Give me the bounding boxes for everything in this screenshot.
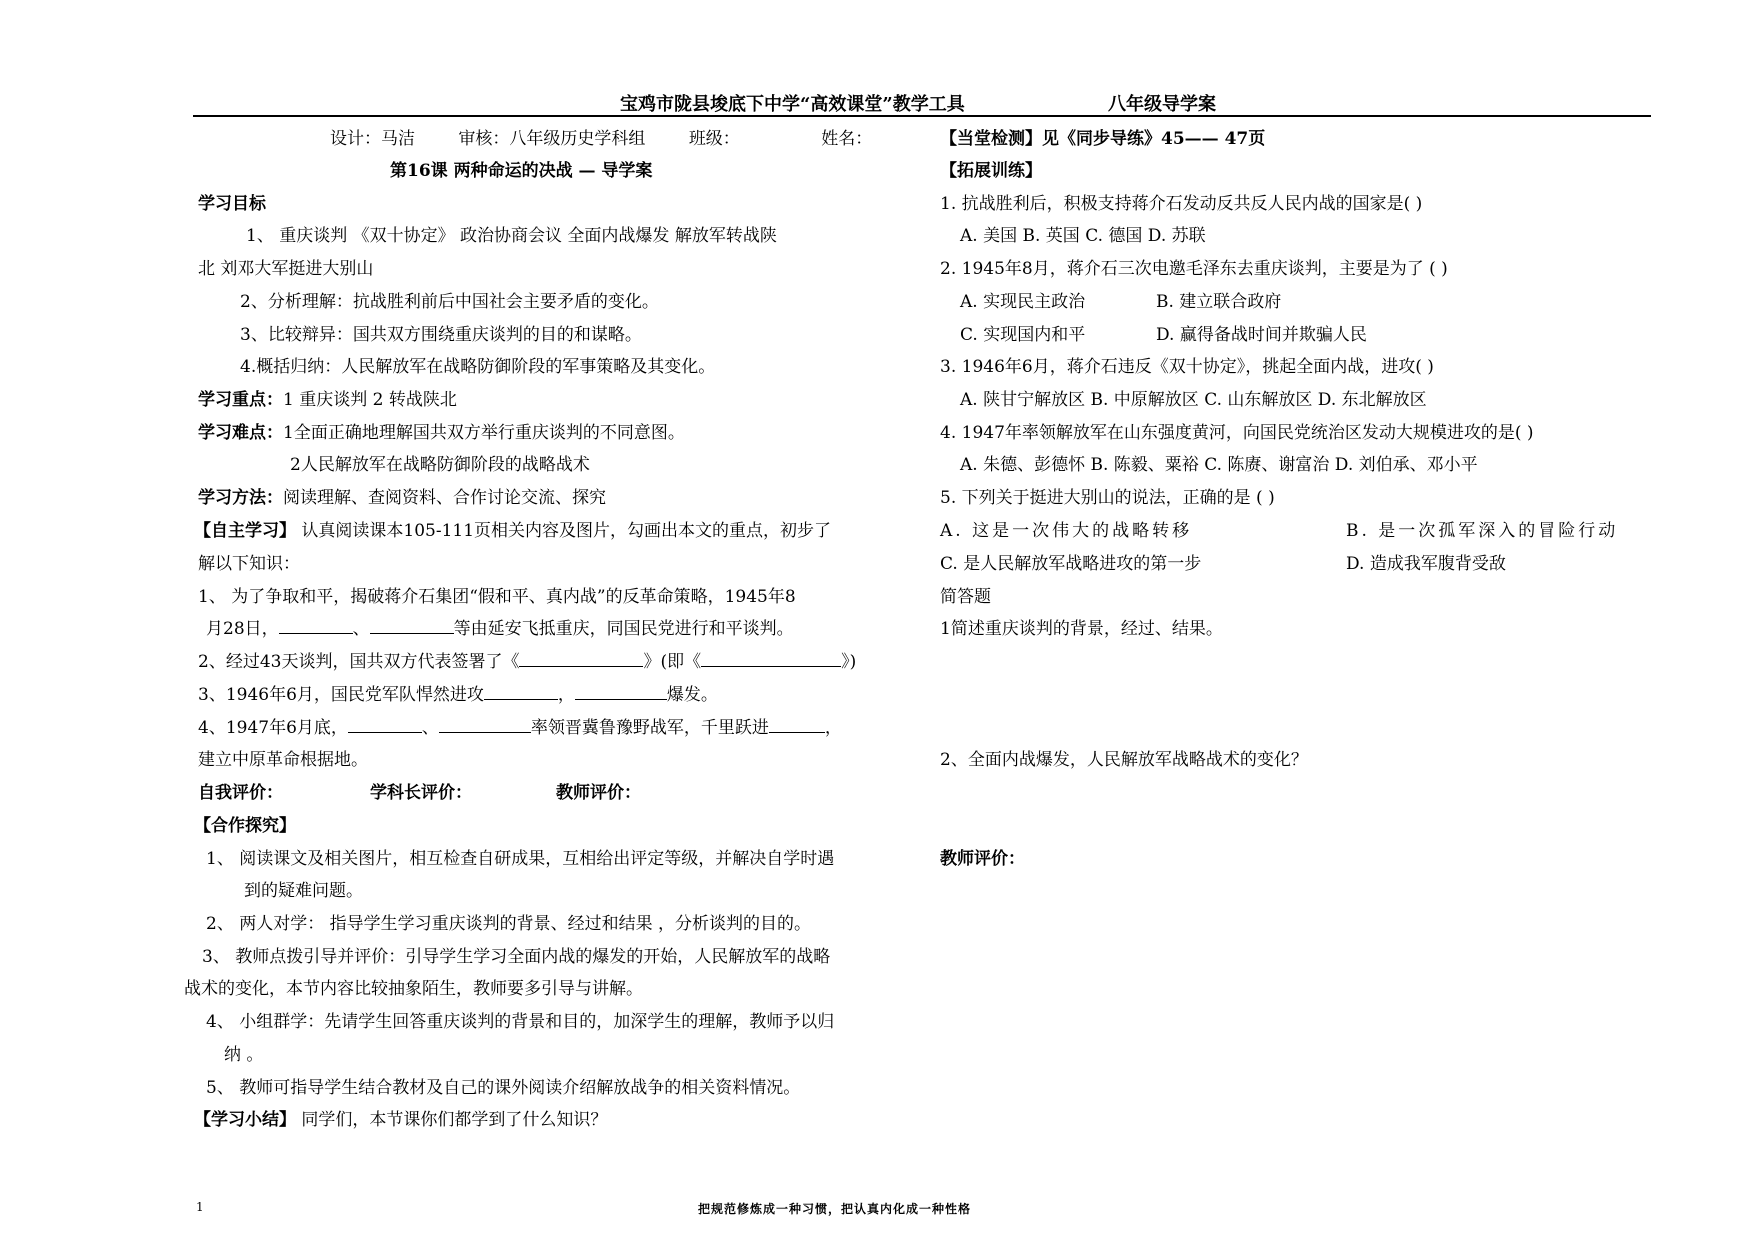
- exercise-5: 5. 下列关于挺进大别山的说法，正确的是 ( ): [940, 488, 1275, 508]
- coop-1-line-2: 到的疑难问题。: [244, 881, 363, 901]
- goal-2: 2、分析理解：抗战胜利前后中国社会主要矛盾的变化。: [240, 292, 659, 312]
- goals-heading: 学习目标: [198, 194, 266, 214]
- exercise-2-option-d: D. 赢得备战时间并欺骗人民: [1156, 325, 1367, 345]
- classroom-check: 【当堂检测】见《同步导练》45—— 47页: [940, 129, 1266, 149]
- exercise-2-option-b: B. 建立联合政府: [1156, 292, 1282, 312]
- coop-heading: 【合作探究】: [194, 816, 296, 836]
- q1-text-a: 月28日，: [206, 619, 279, 639]
- q1-text-b: 、: [352, 619, 370, 639]
- goal-1-line-2: 北 刘邓大军挺进大别山: [198, 259, 374, 279]
- question-4-line-2: 建立中原革命根据地。: [198, 750, 368, 770]
- exercise-4-options: A. 朱德、彭德怀 B. 陈毅、粟裕 C. 陈赓、谢富治 D. 刘伯承、邓小平: [960, 455, 1478, 475]
- q4-blank-2[interactable]: [439, 716, 531, 733]
- study-method: [198, 483, 606, 508]
- coop-5: 5、 教师可指导学生结合教材及自己的课外阅读介绍解放战争的相关资料情况。: [206, 1078, 801, 1098]
- q4-text-a: 4、1947年6月底，: [198, 718, 348, 738]
- self-study-text: 认真阅读课本105-111页相关内容及图片，勾画出本文的重点，初步了: [301, 521, 832, 541]
- q1-blank-2[interactable]: [370, 617, 454, 634]
- q3-text-a: 3、1946年6月，国民党军队悍然进攻: [198, 685, 484, 705]
- meta-review: 审核：八年级历史学科组: [458, 129, 646, 149]
- meta-name: 姓名：: [821, 129, 873, 149]
- self-study-line-1: [194, 516, 831, 541]
- lesson-title: 第16课 两种命运的决战 — 导学案: [390, 161, 653, 181]
- exercise-5-option-b: B. 是一次孤军深入的冒险行动: [1346, 521, 1619, 541]
- exercise-4: 4. 1947年率领解放军在山东强度黄河，向国民党统治区发动大规模进攻的是( ): [940, 423, 1534, 443]
- coop-3-line-1: 3、 教师点拨引导并评价：引导学生学习全面内战的爆发的开始，人民解放军的战略: [202, 947, 831, 967]
- exercise-3: 3. 1946年6月，蒋介石违反《双十协定》，挑起全面内战，进攻( ): [940, 357, 1434, 377]
- key-text: 1 重庆谈判 2 转战陕北: [283, 390, 457, 410]
- summary-label: 【学习小结】: [194, 1110, 296, 1130]
- page-number: 1: [196, 1200, 204, 1214]
- eval-teacher-right: 教师评价：: [940, 849, 1025, 869]
- q3-text-b: ，: [557, 685, 575, 705]
- q3-blank-2[interactable]: [575, 683, 667, 700]
- coop-1-line-1: 1、 阅读课文及相关图片，相互检查自研成果，互相给出评定等级，并解决自学时遇: [206, 849, 835, 869]
- self-study-label: 【自主学习】: [194, 521, 296, 541]
- key-label: 学习重点：: [198, 390, 283, 410]
- difficulty-label: 学习难点：: [198, 423, 283, 443]
- eval-teacher-left: 教师评价：: [556, 783, 641, 803]
- q3-text-c: 爆发。: [666, 685, 718, 705]
- short-answer-heading: 简答题: [940, 587, 991, 607]
- difficulty-2: 2人民解放军在战略防御阶段的战略战术: [290, 455, 590, 475]
- exercise-5-option-d: D. 造成我军腹背受敌: [1346, 554, 1506, 574]
- coop-3-line-2: 战术的变化，本节内容比较抽象陌生，教师要多引导与讲解。: [184, 979, 643, 999]
- q2-text-c: 》): [841, 652, 857, 672]
- exercise-1: 1. 抗战胜利后，积极支持蒋介石发动反共反人民内战的国家是( ): [940, 194, 1423, 214]
- extend-heading: 【拓展训练】: [940, 161, 1042, 181]
- exercise-3-options: A. 陕甘宁解放区 B. 中原解放区 C. 山东解放区 D. 东北解放区: [960, 390, 1427, 410]
- footer-motto: 把规范修炼成一种习惯，把认真内化成一种性格: [698, 1202, 972, 1216]
- header-grade: 八年级导学案: [1108, 94, 1216, 115]
- question-1-line-2: [206, 614, 794, 639]
- summary: [194, 1105, 607, 1130]
- meta-class: 班级：: [688, 129, 740, 149]
- meta-line: [330, 124, 910, 149]
- key-points: [198, 385, 457, 410]
- goal-3: 3、比较辩异：国共双方围绕重庆谈判的目的和谋略。: [240, 325, 642, 345]
- difficulty-points: [198, 418, 685, 443]
- q4-text-c: 率领晋冀鲁豫野战军，千里跃进: [530, 718, 769, 738]
- q4-blank-3[interactable]: [769, 716, 825, 733]
- exercise-2-option-c: C. 实现国内和平: [960, 325, 1086, 345]
- q4-blank-1[interactable]: [348, 716, 422, 733]
- question-4-line-1: [198, 713, 842, 738]
- coop-2: 2、 两人对学： 指导学生学习重庆谈判的背景、经过和结果 ，分析谈判的目的。: [206, 914, 812, 934]
- exercise-2: 2. 1945年8月，蒋介石三次电邀毛泽东去重庆谈判，主要是为了 ( ): [940, 259, 1448, 279]
- q1-blank-1[interactable]: [279, 617, 353, 634]
- method-text: 阅读理解、查阅资料、合作讨论交流、探究: [283, 488, 606, 508]
- question-1-line-1: 1、 为了争取和平，揭破蒋介石集团“假和平、真内战”的反革命策略，1945年8: [198, 587, 796, 607]
- exercise-5-option-c: C. 是人民解放军战略进攻的第一步: [940, 554, 1202, 574]
- exercise-2-option-a: A. 实现民主政治: [960, 292, 1086, 312]
- coop-4-line-1: 4、 小组群学：先请学生回答重庆谈判的背景和目的，加深学生的理解，教师予以归: [206, 1012, 835, 1032]
- q2-text-a: 2、经过43天谈判，国共双方代表签署了《: [198, 652, 520, 672]
- eval-self: 自我评价：: [198, 783, 283, 803]
- q1-text-c: 等由延安飞抵重庆，同国民党进行和平谈判。: [453, 619, 794, 639]
- question-2: [198, 647, 856, 672]
- eval-subject-head: 学科长评价：: [370, 783, 472, 803]
- goal-1-line-1: 1、 重庆谈判 《双十协定》 政治协商会议 全面内战爆发 解放军转战陕: [246, 226, 777, 246]
- meta-design: 设计：马洁: [330, 129, 415, 149]
- short-answer-1: 1简述重庆谈判的背景，经过、结果。: [940, 619, 1223, 639]
- q2-text-b: 》(即《: [643, 652, 702, 672]
- exercise-1-options: A. 美国 B. 英国 C. 德国 D. 苏联: [960, 226, 1206, 246]
- coop-4-line-2: 纳 。: [224, 1045, 264, 1065]
- difficulty-1: 1全面正确地理解国共双方举行重庆谈判的不同意图。: [283, 423, 685, 443]
- summary-text: 同学们，本节课你们都学到了什么知识？: [301, 1110, 608, 1130]
- q2-blank-1[interactable]: [519, 650, 643, 667]
- q2-blank-2[interactable]: [701, 650, 841, 667]
- exercise-5-option-a: A. 这是一次伟大的战略转移: [940, 521, 1193, 541]
- method-label: 学习方法：: [198, 488, 283, 508]
- header-rule: [193, 115, 1651, 117]
- question-3: [198, 680, 718, 705]
- self-study-line-2: 解以下知识：: [198, 554, 300, 574]
- q3-blank-1[interactable]: [484, 683, 558, 700]
- header-title: 宝鸡市陇县埈底下中学“高效课堂”教学工具: [620, 94, 965, 115]
- q4-text-d: ，: [824, 718, 842, 738]
- short-answer-2: 2、全面内战爆发，人民解放军战略战术的变化？: [940, 750, 1308, 770]
- q4-text-b: 、: [421, 718, 439, 738]
- goal-4: 4.概括归纳：人民解放军在战略防御阶段的军事策略及其变化。: [240, 357, 716, 377]
